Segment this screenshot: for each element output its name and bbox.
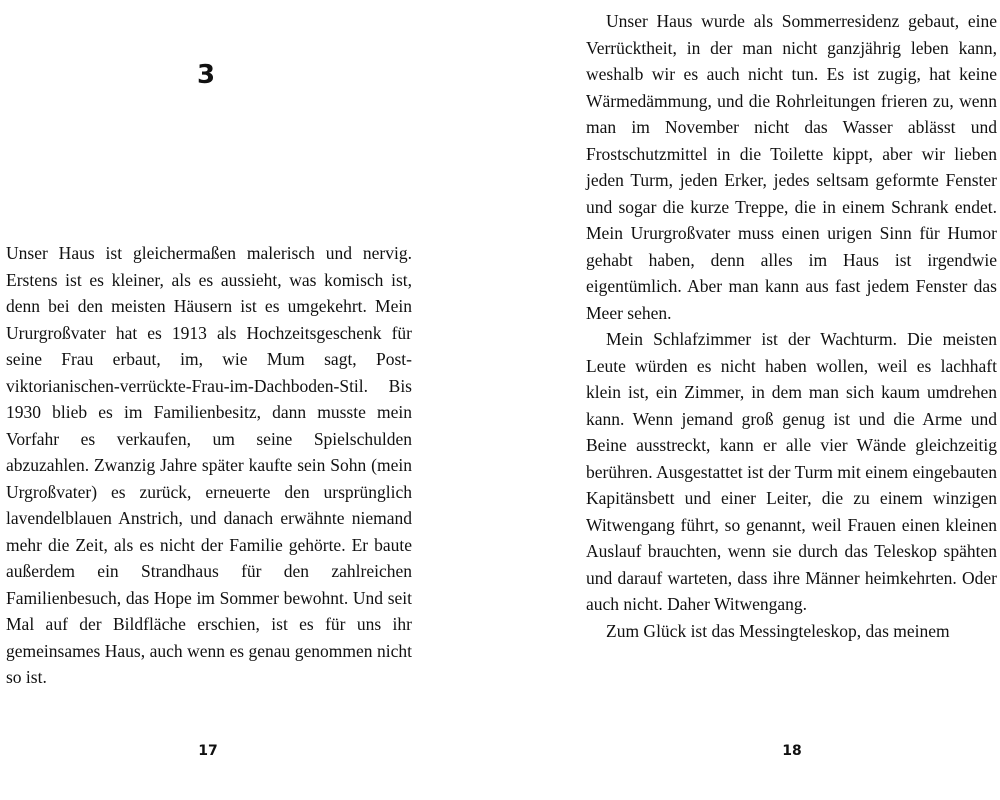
chapter-number: 3 (196, 60, 216, 90)
paragraph: Zum Glück ist das Messingteleskop, das meinem (606, 620, 950, 641)
paragraph: Mein Schlafzimmer ist der Wachturm. Die meisten Leute würden es nicht haben wollen, weil es lachhaft klein ist, ein Zimmer, in dem man sich kaum umdrehen kann. Wenn jemand groß genug ist und die Arme und Beine ausstreckt, kann er alle vier Wände gleichzeitig berühren. Ausgestattet ist der Turm mit einem eingebauten Kapitänsbett und einer Leiter, die zu einem winzigen Witwengang führt, so genannt, weil Frauen einen kleinen Auslauf brauchten, wenn sie durch das Teleskop spähten und darauf warteten, dass ihre Männer heimkehrten. Oder auch nicht. Daher Witwengang. (586, 329, 997, 614)
paragraph: Unser Haus wurde als Sommerresidenz gebaut, eine Verrücktheit, in der man nicht ganzjährig leben kann, weshalb wir es auch nicht tun. Es ist zugig, hat keine Wärmedämmung, und die Rohrleitungen frieren zu, wenn man im November nicht das Wasser ablässt und Frostschutzmittel in die Toilette kippt, aber wir lieben jeden Turm, jeden Erker, jedes seltsam geformte Fenster und sogar die kurze Treppe, die in einem Schrank endet. Mein Ururgroßvater muss einen urigen Sinn für Humor gehabt haben, denn alles im Haus ist irgendwie eigentümlich. Aber man kann aus fast jedem Fenster das Meer sehen. (586, 11, 997, 323)
page-number-left: 17 (198, 743, 218, 759)
left-page-text (6, 240, 412, 691)
right-page (500, 0, 1000, 800)
right-page-text (586, 8, 997, 644)
paragraph: Unser Haus ist gleichermaßen malerisch und nervig. Erstens ist es kleiner, als es aussieht, was komisch ist, denn bei den meisten Häusern ist es umgekehrt. Mein Ururgroßvater hat es 1913 als Hochzeitsgeschenk für seine Frau erbaut, im, wie Mum sagt, Post-viktorianischen-verrückte-Frau-im-Dachboden-Stil. Bis 1930 blieb es im Familienbesitz, dann musste mein Vorfahr es verkaufen, um seine Spielschulden abzuzahlen. Zwanzig Jahre später kaufte sein Sohn (mein Urgroßvater) es zurück, erneuerte den ursprünglich lavendelblauen Anstrich, und danach erwähnte niemand mehr die Zeit, als es nicht der Familie gehörte. Er baute außerdem ein Strandhaus für den zahlreichen Familienbesuch, das Hope im Sommer bewohnt. Und seit Mal auf der Bildfläche erschien, ist es für uns ihr gemeinsames Haus, auch wenn es genau genommen nicht so ist. (6, 243, 412, 687)
page-number-right: 18 (782, 743, 802, 759)
